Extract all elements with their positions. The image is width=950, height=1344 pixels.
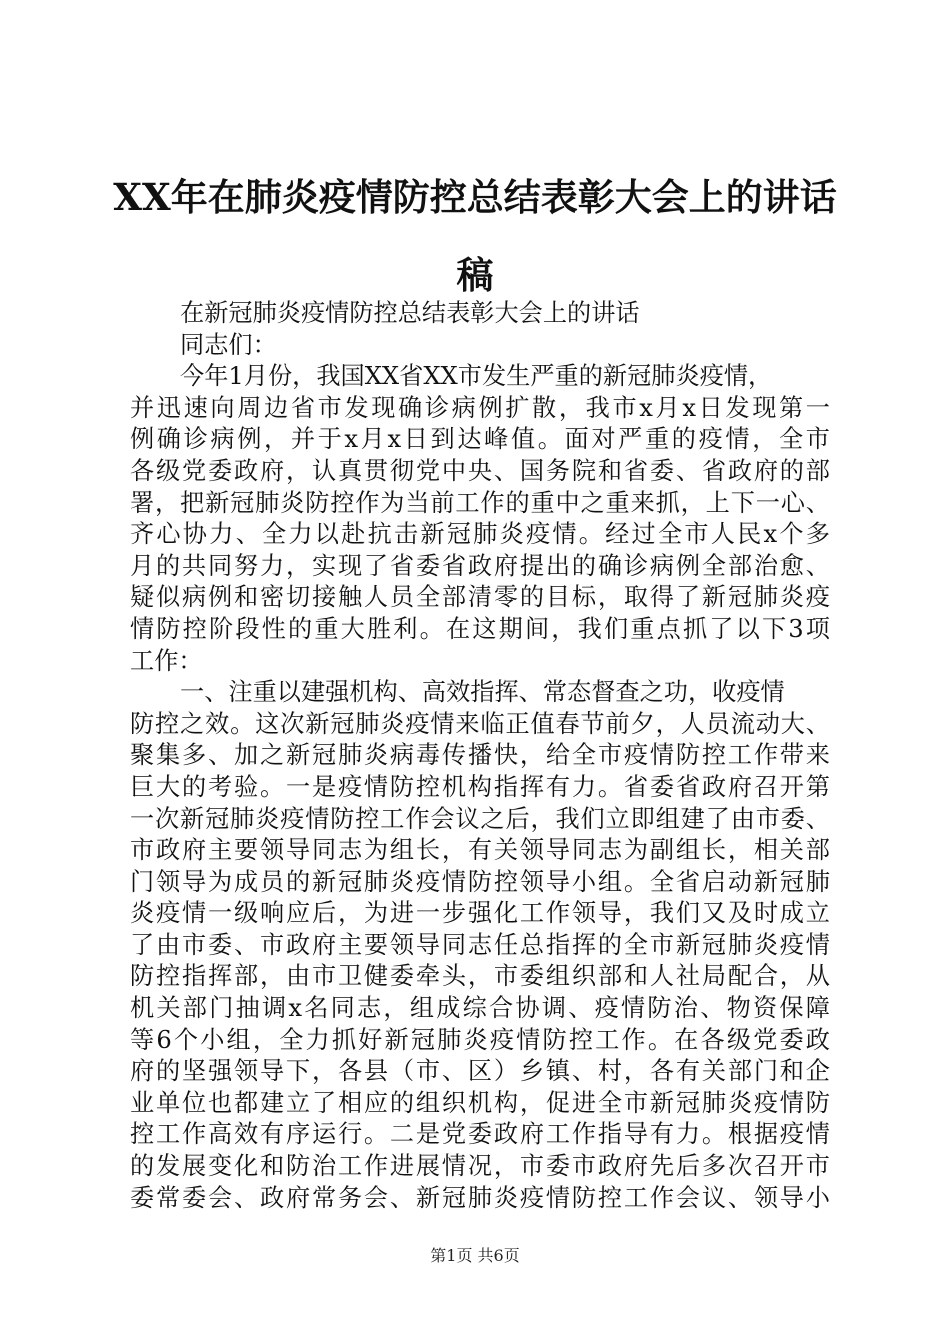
salutation-line: 同志们： <box>180 330 277 359</box>
paragraph-line: 巨大的考验。一是疫情防控机构指挥有力。省委省政府召开第 <box>130 772 830 801</box>
paragraph-line: 机关部门抽调x名同志，组成综合协调、疫情防治、物资保障 <box>130 994 830 1023</box>
paragraph-line: 齐心协力、全力以赴抗击新冠肺炎疫情。经过全市人民x个多 <box>130 520 830 549</box>
paragraph-line: 等6个小组，全力抓好新冠肺炎疫情防控工作。在各级党委政 <box>130 1025 830 1054</box>
paragraph-line: 委常委会、政府常务会、新冠肺炎疫情防控工作会议、领导小 <box>130 1183 830 1212</box>
subtitle-line: 在新冠肺炎疫情防控总结表彰大会上的讲话 <box>180 299 640 327</box>
document-body <box>130 298 830 1214</box>
document-title <box>110 158 840 314</box>
paragraph-line: 并迅速向周边省市发现确诊病例扩散，我市x月x日发现第一 <box>130 393 830 422</box>
title-line-2: 稿 <box>456 253 494 297</box>
paragraph-line: 业单位也都建立了相应的组织机构，促进全市新冠肺炎疫情防 <box>130 1088 830 1117</box>
paragraph-line: 例确诊病例，并于x月x日到达峰值。面对严重的疫情，全市 <box>130 425 830 454</box>
paragraph-line: 情防控阶段性的重大胜利。在这期间，我们重点抓了以下3项 <box>130 614 830 643</box>
paragraph-line: 炎疫情一级响应后，为进一步强化工作领导，我们又及时成立 <box>130 899 830 928</box>
paragraph-line: 防控之效。这次新冠肺炎疫情来临正值春节前夕，人员流动大、 <box>130 709 830 738</box>
paragraph-line: 一次新冠肺炎疫情防控工作会议之后，我们立即组建了由市委、 <box>130 804 830 833</box>
page-footer: 第1页 共6页 <box>430 1246 520 1265</box>
paragraph-line: 疑似病例和密切接触人员全部清零的目标，取得了新冠肺炎疫 <box>130 583 830 612</box>
paragraph-line: 各级党委政府，认真贯彻党中央、国务院和省委、省政府的部 <box>130 456 830 485</box>
paragraph-line: 控工作高效有序运行。二是党委政府工作指导有力。根据疫情 <box>130 1120 830 1149</box>
paragraph-line: 府的坚强领导下，各县（市、区）乡镇、村，各有关部门和企 <box>130 1057 830 1086</box>
paragraph-line: 门领导为成员的新冠肺炎疫情防控领导小组。全省启动新冠肺 <box>130 867 830 896</box>
paragraph-line: 一、注重以建强机构、高效指挥、常态督查之功，收疫情 <box>180 678 785 707</box>
paragraph-line: 防控指挥部，由市卫健委牵头，市委组织部和人社局配合，从 <box>130 962 830 991</box>
title-line-1: XX年在肺炎疫情防控总结表彰大会上的讲话 <box>113 175 837 219</box>
paragraph-line: 了由市委、市政府主要领导同志任总指挥的全市新冠肺炎疫情 <box>130 930 830 959</box>
paragraph-line: 署，把新冠肺炎防控作为当前工作的重中之重来抓，上下一心、 <box>130 488 830 517</box>
paragraph-line: 工作： <box>130 646 203 675</box>
paragraph-line: 的发展变化和防治工作进展情况，市委市政府先后多次召开市 <box>130 1152 830 1181</box>
paragraph-line: 市政府主要领导同志为组长，有关领导同志为副组长，相关部 <box>130 836 830 865</box>
paragraph-line: 聚集多、加之新冠肺炎病毒传播快，给全市疫情防控工作带来 <box>130 741 830 770</box>
paragraph-line: 今年1月份，我国XX省XX市发生严重的新冠肺炎疫情， <box>180 362 773 391</box>
paragraph-line: 月的共同努力，实现了省委省政府提出的确诊病例全部治愈、 <box>130 551 830 580</box>
